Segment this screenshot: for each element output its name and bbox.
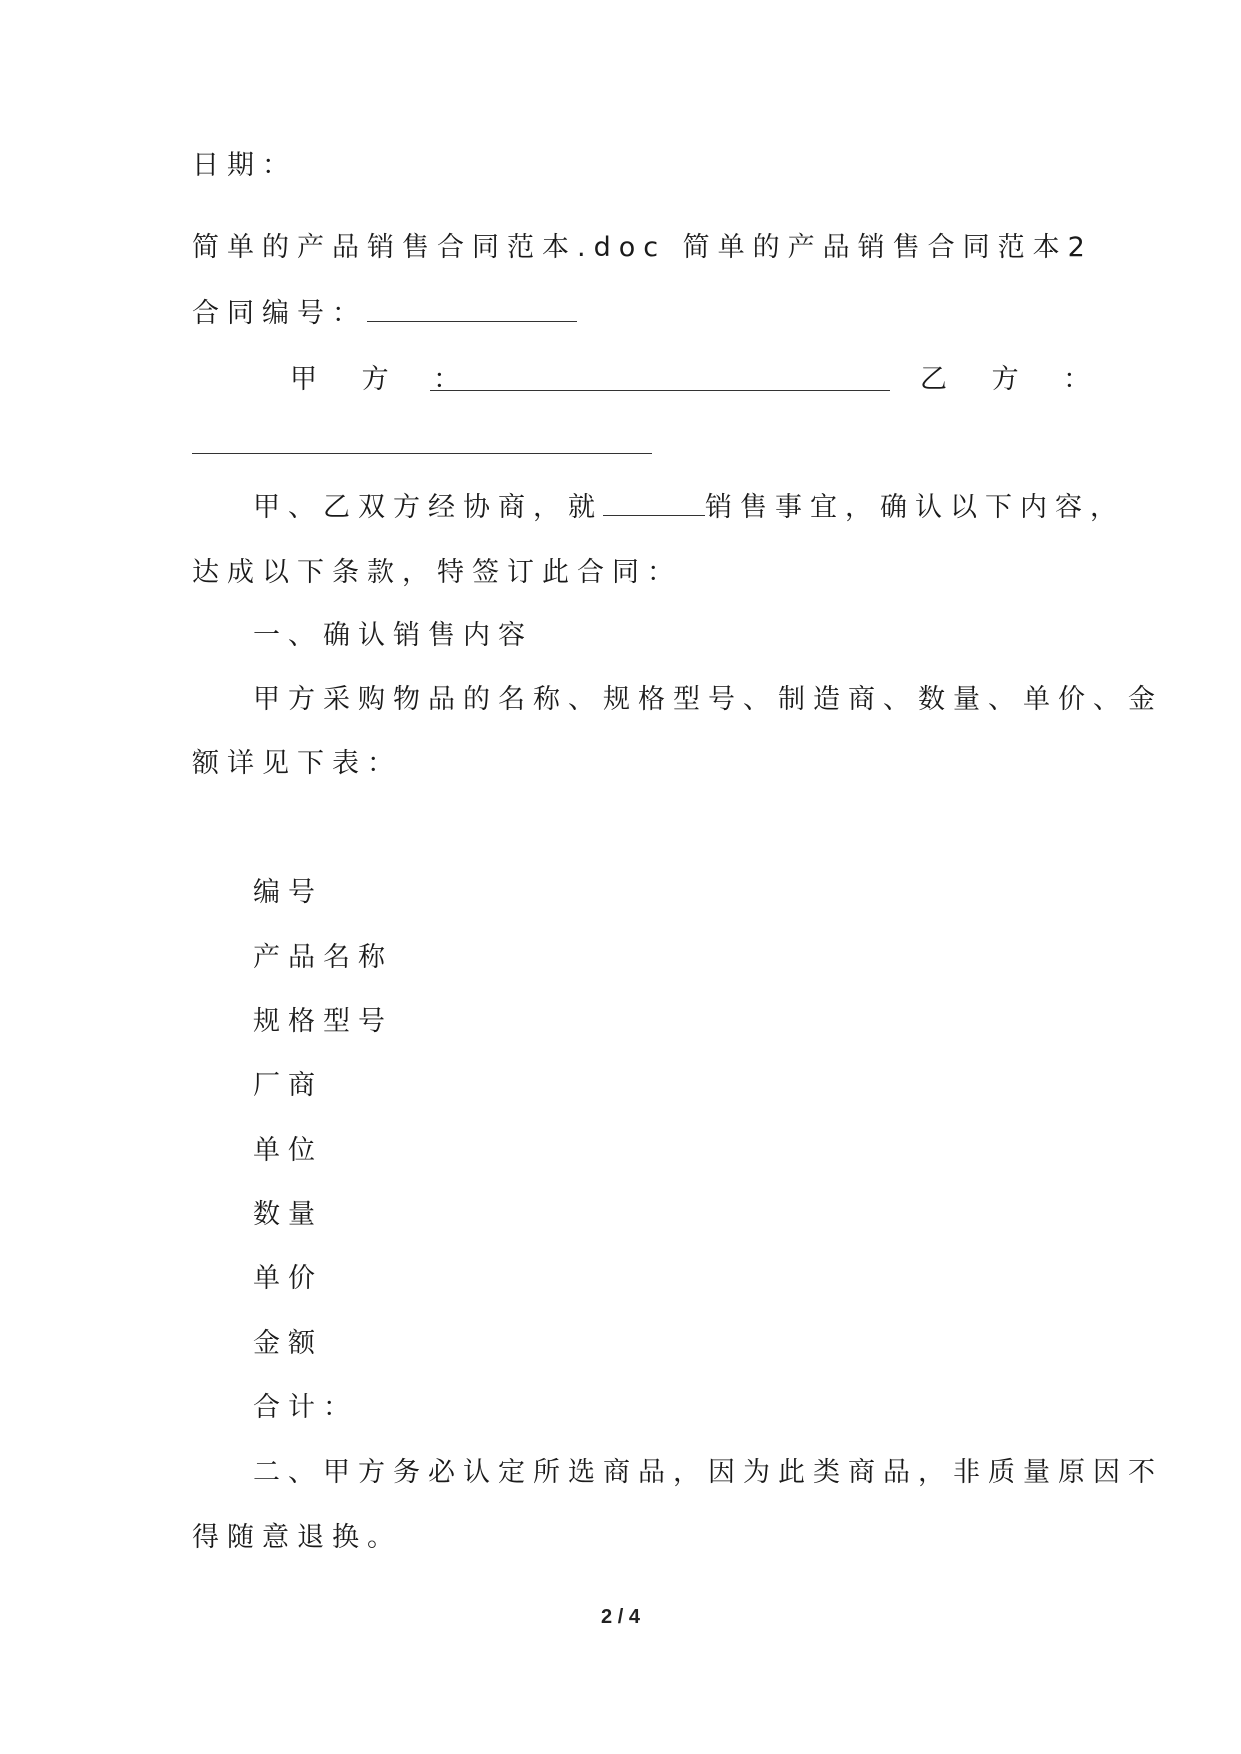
section-2-line-2: 得随意退换。: [192, 1522, 402, 1553]
table-field-manufacturer: 厂商: [253, 1070, 323, 1101]
purchase-line-1: 甲方采购物品的名称、规格型号、制造商、数量、单价、金: [253, 684, 1163, 715]
table-field-quantity: 数量: [253, 1199, 323, 1230]
intro-line-2: 达成以下条款，特签订此合同：: [192, 557, 682, 588]
section-2-line-1: 二、甲方务必认定所选商品，因为此类商品，非质量原因不: [253, 1457, 1163, 1488]
intro-text-part2: 销售事宜，确认以下内容，: [705, 492, 1125, 523]
contract-number-label: 合同编号：: [192, 298, 367, 329]
contract-number-blank: [367, 297, 577, 322]
intro-line-1: [253, 490, 1125, 526]
table-field-total: 合计：: [253, 1392, 358, 1423]
party-a-blank: [430, 366, 890, 391]
intro-text-part1: 甲、乙双方经协商，就: [253, 492, 603, 523]
page-number: 2 / 4: [601, 1606, 640, 1628]
party-b-blank: [192, 429, 652, 454]
product-blank: [603, 493, 705, 516]
party-b-label: 乙 方 ：: [920, 364, 1109, 395]
table-field-unit-price: 单价: [253, 1263, 323, 1294]
table-field-spec: 规格型号: [253, 1006, 393, 1037]
file-title-line: 简单的产品销售合同范本.doc 简单的产品销售合同范本2: [192, 232, 1093, 263]
table-field-number: 编号: [253, 877, 323, 908]
table-field-unit: 单位: [253, 1135, 323, 1166]
party-a-label: 甲 方 ：: [290, 364, 479, 395]
date-label: 日期：: [192, 150, 297, 181]
section-1-title: 一、确认销售内容: [253, 620, 533, 651]
purchase-line-2: 额详见下表：: [192, 748, 402, 779]
contract-number-row: [192, 296, 577, 332]
table-field-amount: 金额: [253, 1328, 323, 1359]
parties-row: [290, 362, 1109, 398]
table-field-product-name: 产品名称: [253, 942, 393, 973]
party-b-blank-row: [192, 428, 652, 464]
